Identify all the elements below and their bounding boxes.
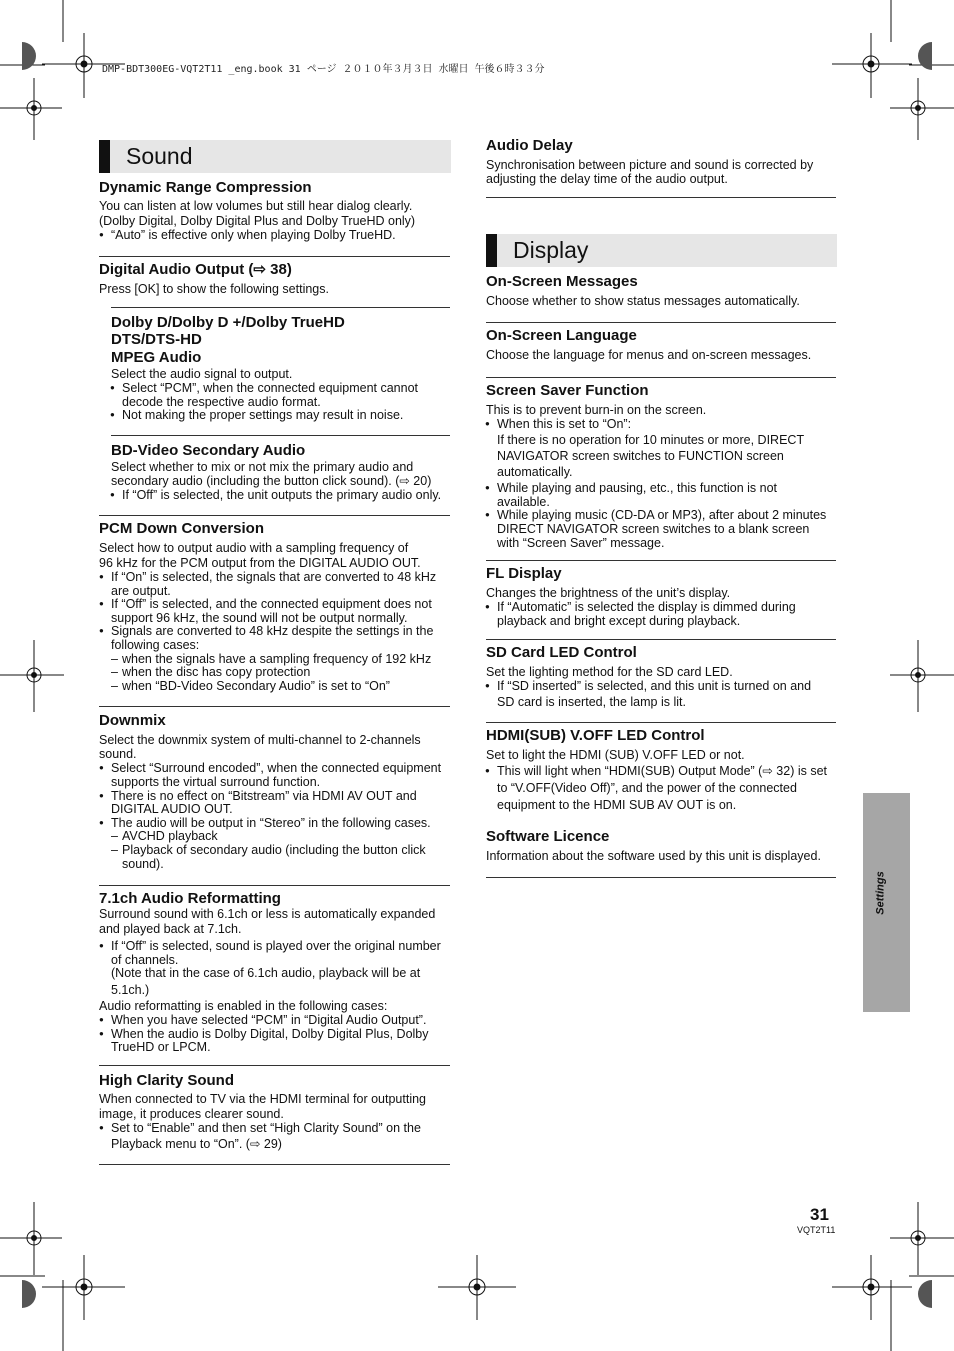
text: DIGITAL AUDIO OUT. — [111, 802, 233, 816]
text: Set to light the HDMI (SUB) V.OFF LED or not. — [486, 748, 745, 762]
text: 96 kHz for the PCM output from the DIGITAL AUDIO OUT. — [99, 556, 421, 570]
divider — [486, 560, 836, 561]
section-title: Display — [513, 237, 589, 263]
bullet: ● When the audio is Dolby Digital, Dolby Digital Plus, Dolby — [111, 1027, 429, 1041]
side-tab — [863, 793, 910, 1012]
text: support 96 kHz, the sound will not be output normally. — [111, 611, 408, 625]
bullet: ● There is no effect on “Bitstream” via HDMI AV OUT and — [111, 789, 417, 803]
divider — [99, 1065, 450, 1066]
heading-hdmi-led: HDMI(SUB) V.OFF LED Control — [486, 727, 705, 744]
bullet: ● While playing and pausing, etc., this function is not — [497, 481, 777, 495]
text: Choose the language for menus and on-screen messages. — [486, 348, 812, 362]
bullet: ● Select “Surround encoded”, when the connected equipment — [111, 761, 441, 775]
heading-pcm-down: PCM Down Conversion — [99, 520, 265, 537]
bullet: ● If “On” is selected, the signals that are converted to 48 kHz — [111, 570, 436, 584]
text: automatically. — [497, 465, 573, 479]
text: available. — [497, 495, 550, 509]
text: (Dolby Digital, Dolby Digital Plus and Dolby TrueHD only) — [99, 214, 416, 228]
text: of channels. — [111, 953, 179, 967]
text: Choose whether to show status messages automatically. — [486, 294, 800, 308]
divider — [486, 377, 836, 378]
text: Information about the software used by this unit is displayed. — [486, 849, 821, 863]
divider — [486, 877, 836, 878]
text: image, it produces clearer sound. — [99, 1107, 284, 1121]
heading-screen-saver: Screen Saver Function — [486, 382, 649, 399]
text: sound. — [99, 747, 137, 761]
dash-item: – when the signals have a sampling frequency of 192 kHz — [122, 652, 431, 666]
bullet: ● If “SD inserted” is selected, and this unit is turned on and — [497, 679, 811, 693]
bullet: ● Select “PCM”, when the connected equipment cannot — [122, 381, 418, 395]
bullet: ● Not making the proper settings may result in noise. — [122, 408, 403, 422]
bullet: ● This will light when “HDMI(SUB) Output Mode” (⇨ 32) is set — [497, 764, 827, 778]
heading-software-licence: Software Licence — [486, 828, 610, 845]
text: Synchronisation between picture and sound is corrected by — [486, 158, 814, 172]
bullet: ● If “Automatic” is selected the display is dimmed during — [497, 600, 796, 614]
heading-on-screen-messages: On-Screen Messages — [486, 273, 638, 290]
bullet: ● “Auto” is effective only when playing Dolby TrueHD. — [111, 228, 396, 242]
dash-item: – AVCHD playback — [122, 829, 218, 843]
bullet: ● If “Off” is selected, sound is played over the original number — [111, 939, 441, 953]
heading-bd-secondary: BD-Video Secondary Audio — [111, 442, 306, 459]
text: SD card is inserted, the lamp is lit. — [497, 695, 686, 709]
text: Press [OK] to show the following settings. — [99, 282, 329, 296]
text: sound). — [122, 857, 164, 871]
text: to “V.OFF(Video Off)”, and the power of the connected — [497, 781, 797, 795]
heading-audio-delay: Audio Delay — [486, 137, 573, 154]
heading-dts: DTS/DTS-HD — [111, 331, 202, 348]
heading-digital-audio-output: Digital Audio Output (⇨ 38) — [99, 261, 292, 278]
section-header-display — [486, 234, 837, 267]
dash-item: – when “BD-Video Secondary Audio” is set to “On” — [122, 679, 390, 693]
bullet: ● When this is set to “On”: — [497, 417, 631, 431]
heading-fl-display: FL Display — [486, 565, 562, 582]
divider — [486, 197, 836, 198]
heading-high-clarity: High Clarity Sound — [99, 1072, 234, 1089]
divider — [486, 322, 836, 323]
heading-mpeg: MPEG Audio — [111, 349, 202, 366]
dash-item: – when the disc has copy protection — [122, 665, 310, 679]
divider — [99, 1164, 450, 1165]
text: decode the respective audio format. — [122, 395, 321, 409]
text: Surround sound with 6.1ch or less is automatically expanded — [99, 907, 436, 921]
text: Playback menu to “On”. (⇨ 29) — [111, 1137, 282, 1151]
heading-downmix: Downmix — [99, 712, 166, 729]
bullet: ● The audio will be output in “Stereo” in the following cases. — [111, 816, 431, 830]
divider — [99, 515, 450, 516]
text: playback and bright except during playback. — [497, 614, 741, 628]
text: This is to prevent burn-in on the screen. — [486, 403, 707, 417]
text: secondary audio (including the button click sound). (⇨ 20) — [111, 474, 432, 488]
side-tab-label: Settings — [874, 871, 887, 915]
bullet: ● Signals are converted to 48 kHz despite the settings in the — [111, 624, 433, 638]
text: 5.1ch.) — [111, 983, 150, 997]
heading-on-screen-language: On-Screen Language — [486, 327, 637, 344]
text: Audio reformatting is enabled in the following cases: — [99, 999, 388, 1013]
text: equipment to the HDMI SUB AV OUT is on. — [497, 798, 737, 812]
divider — [486, 722, 836, 723]
section-header-sound — [99, 140, 451, 173]
text: Select the audio signal to output. — [111, 367, 293, 381]
model-code: VQT2T11 — [797, 1225, 836, 1235]
text: TrueHD or LPCM. — [111, 1040, 211, 1054]
dash-item: – Playback of secondary audio (including the button click — [122, 843, 426, 857]
page-number: 31 — [810, 1205, 829, 1224]
text: Changes the brightness of the unit’s display. — [486, 586, 731, 600]
bullet: ● When you have selected “PCM” in “Digital Audio Output”. — [111, 1013, 426, 1027]
text: Select the downmix system of multi-channel to 2-channels — [99, 733, 421, 747]
bullet: ● If “Off” is selected, the unit outputs the primary audio only. — [122, 488, 441, 502]
text: Set the lighting method for the SD card LED. — [486, 665, 733, 679]
text: and played back at 7.1ch. — [99, 922, 242, 936]
text: following cases: — [111, 638, 200, 652]
text: If there is no operation for 10 minutes or more, DIRECT — [497, 433, 805, 447]
heading-dolby: Dolby D/Dolby D +/Dolby TrueHD — [111, 314, 345, 331]
divider — [111, 435, 450, 436]
bullet: ● If “Off” is selected, and the connected equipment does not — [111, 597, 432, 611]
section-title: Sound — [126, 143, 193, 169]
section-bar — [486, 234, 497, 267]
text: are output. — [111, 584, 171, 598]
text: You can listen at low volumes but still hear dialog clearly. — [99, 199, 413, 213]
text: (Note that in the case of 6.1ch audio, playback will be at — [111, 966, 421, 980]
text: DIRECT NAVIGATOR screen switches to a blank screen — [497, 522, 810, 536]
heading-7-1ch: 7.1ch Audio Reformatting — [99, 890, 281, 907]
text: When connected to TV via the HDMI terminal for outputting — [99, 1092, 427, 1106]
heading-dynamic-range: Dynamic Range Compression — [99, 179, 312, 196]
text: Select how to output audio with a sampling frequency of — [99, 541, 409, 555]
divider — [486, 639, 836, 640]
bullet: ● While playing music (CD-DA or MP3), after about 2 minutes — [497, 508, 826, 522]
heading-sd-card-led: SD Card LED Control — [486, 644, 637, 661]
divider — [99, 706, 450, 707]
divider — [99, 256, 450, 257]
text: adjusting the delay time of the audio output. — [486, 172, 728, 186]
text: with “Screen Saver” message. — [497, 536, 665, 550]
bullet: ● Set to “Enable” and then set “High Clarity Sound” on the — [111, 1121, 421, 1135]
text: supports the virtual surround function. — [111, 775, 321, 789]
divider — [99, 885, 450, 886]
divider — [111, 307, 450, 308]
text: NAVIGATOR screen switches to FUNCTION screen — [497, 449, 784, 463]
text: Select whether to mix or not mix the primary audio and — [111, 460, 414, 474]
section-bar — [99, 140, 110, 173]
print-header: DMP-BDT300EG-VQT2T11 _eng.book 31 ページ ２０１０年３月３日 水曜日 午後６時３３分 — [102, 64, 545, 75]
